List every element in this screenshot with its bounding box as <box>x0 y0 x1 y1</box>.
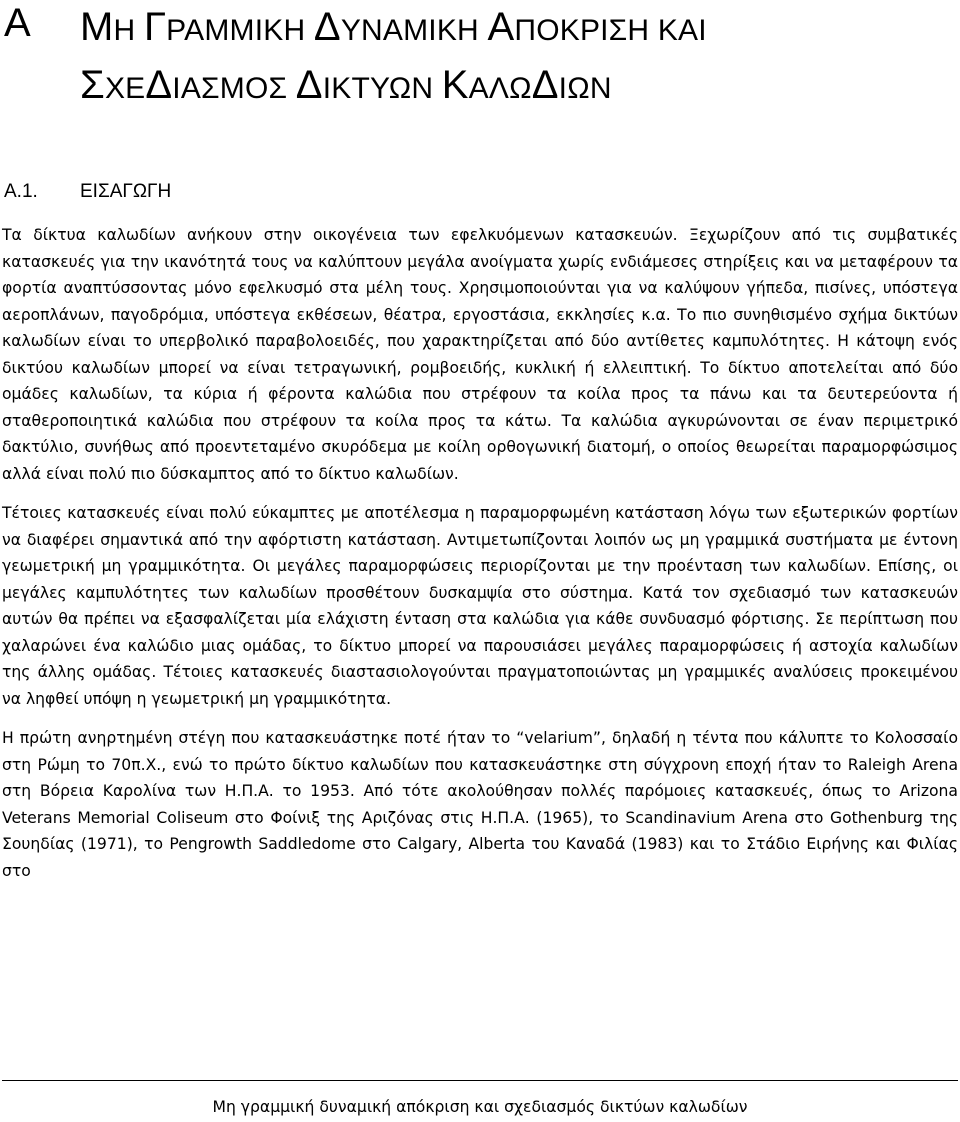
title-cap: Γ <box>143 5 167 49</box>
chapter-letter: Α <box>4 1 31 45</box>
title-smallcaps: ΙΑΣΜΟΣ <box>172 72 296 105</box>
title-smallcaps: ΥΝΑΜΙΚΗ <box>340 14 488 47</box>
title-cap: Δ <box>295 63 323 107</box>
paragraph-nonlinearity: Τέτοιες κατασκευές είναι πολύ εύκαμπτες με αποτέλεσμα η παραμορφωμένη κατάσταση λόγω των εξωτερικών φορτίων να διαφέρει σημαντικά από την αφόρτιστη κατάσταση. Αντιμετωπίζονται λοιπόν ως μη γραμμικά συστήματα με έντονη γεωμετρική μη γραμμικότητα. Οι μεγάλες παραμορφώσεις περιορίζονται με την προένταση των καλωδίων. Επίσης, οι μεγάλες καμπυλότητες των καλωδίων προσθέτουν δυσκαμψία στο σύστημα. Κατά τον σχεδιασμό των κατασκευών αυτών θα πρέπει να εξασφαλίζεται μία ελάχιστη ένταση στα καλώδια για κάθε συνδυασμό φόρτισης. Σε περίπτωση που χαλαρώνει ένα καλώδιο μιας ομάδας, το δίκτυο μπορεί να παρουσιάσει μεγάλες παραμορφώσεις ή αστοχία καλωδίων της άλλης ομάδας. Τέτοιες κατασκευές διαστασιολογούνται πραγματοποιώντας μη γραμμικές αναλύσεις προκειμένου να ληφθεί υπόψη η γεωμετρική μη γραμμικότητα. <box>2 504 958 708</box>
section-title: ΕΙΣΑΓΩΓΗ <box>80 181 172 202</box>
title-cap: Κ <box>441 63 469 107</box>
title-smallcaps: ΠΟΚΡΙΣΗ ΚΑΙ <box>514 14 707 47</box>
chapter-title-line-1 <box>80 0 940 58</box>
paragraph-intro: Τα δίκτυα καλωδίων ανήκουν στην οικογένεια των εφελκυόμενων κατασκευών. Ξεχωρίζουν από τις συμβατικές κατασκευές για την ικανότητά τους να καλύπτουν μεγάλα ανοίγματα χωρίς ενδιάμεσες στηρίξεις και να μεταφέρουν τα φορτία αναπτύσσοντας μόνο εφελκυσμό στα μέλη τους. Χρησιμοποιούνται για να καλύψουν γήπεδα, πισίνες, υπόστεγα αεροπλάνων, παγοδρόμια, υπόστεγα εκθέσεων, θέατρα, εργοστάσια, εκκλησίες κ.α. Το πιο συνηθισμένο σχήμα δικτύων καλωδίων είναι το υπερβολικό παραβολοειδές, που χαρακτηρίζεται από δύο αντίθετες καμπυλότητες. Η κάτοψη ενός δικτύου καλωδίων μπορεί να είναι τετραγωνική, ρομβοειδής, κυκλική ή ελλειπτική. Το δίκτυο αποτελείται από δύο ομάδες καλωδίων, τα κύρια ή φέροντα καλώδια που στρέφουν τα κοίλα προς τα πάνω και τα δευτερεύοντα ή σταθεροποιητικά καλώδια που στρέφουν τα κοίλα προς τα κάτω. Τα καλώδια αγκυρώνονται σε έναν περιμετρικό δακτύλιο, συνήθως από προεντεταμένο σκυρόδεμα με κοίλη ορθογωνική διατομή, ο οποίος θεωρείται παραμορφώσιμος αλλά είναι πολύ πιο δύσκαμπτος από το δίκτυο καλωδίων. <box>2 226 958 483</box>
footer-divider <box>2 1080 958 1081</box>
title-cap: Σ <box>80 63 105 107</box>
title-cap: Α <box>487 5 515 49</box>
page-footer: Μη γραμμική δυναμική απόκριση και σχεδιασμός δικτύων καλωδίων <box>212 1098 748 1116</box>
title-smallcaps: ΙΩΝ <box>558 72 612 105</box>
title-smallcaps: ΑΛΩ <box>468 72 532 105</box>
title-smallcaps: ΙΚΤΥΩΝ <box>322 72 442 105</box>
paragraph-history: Η πρώτη ανηρτημένη στέγη που κατασκευάστηκε ποτέ ήταν το “velarium”, δηλαδή η τέντα που κάλυπτε το Κολοσσαίο στη Ρώμη το 70π.Χ., ενώ το πρώτο δίκτυο καλωδίων που κατασκευάστηκε στη σύγχρονη εποχή ήταν το Raleigh Arena στη Βόρεια Καρολίνα των Η.Π.Α. το 1953. Από τότε ακολούθησαν πολλές παρόμοιες κατασκευές, όπως το Arizona Veterans Memorial Coliseum στο Φοίνιξ της Αριζόνας στις Η.Π.Α. (1965), το Scandinavium Arena στο Gothenburg της Σουηδίας (1971), το Pengrowth Saddledome στο Calgary, Alberta του Καναδά (1983) και το Στάδιο Ειρήνης και Φιλίας στο <box>2 729 958 880</box>
title-cap: Μ <box>80 5 114 49</box>
title-cap: Δ <box>313 5 341 49</box>
body-text <box>2 222 958 897</box>
chapter-title <box>80 0 940 116</box>
title-smallcaps: Η <box>113 14 144 47</box>
title-cap: Δ <box>145 63 173 107</box>
title-cap: Δ <box>531 63 559 107</box>
title-smallcaps: ΡΑΜΜΙΚΗ <box>166 14 314 47</box>
chapter-header <box>0 0 960 110</box>
title-smallcaps: ΧΕ <box>104 72 146 105</box>
chapter-title-line-2 <box>80 58 940 116</box>
section-number: Α.1. <box>4 181 38 202</box>
